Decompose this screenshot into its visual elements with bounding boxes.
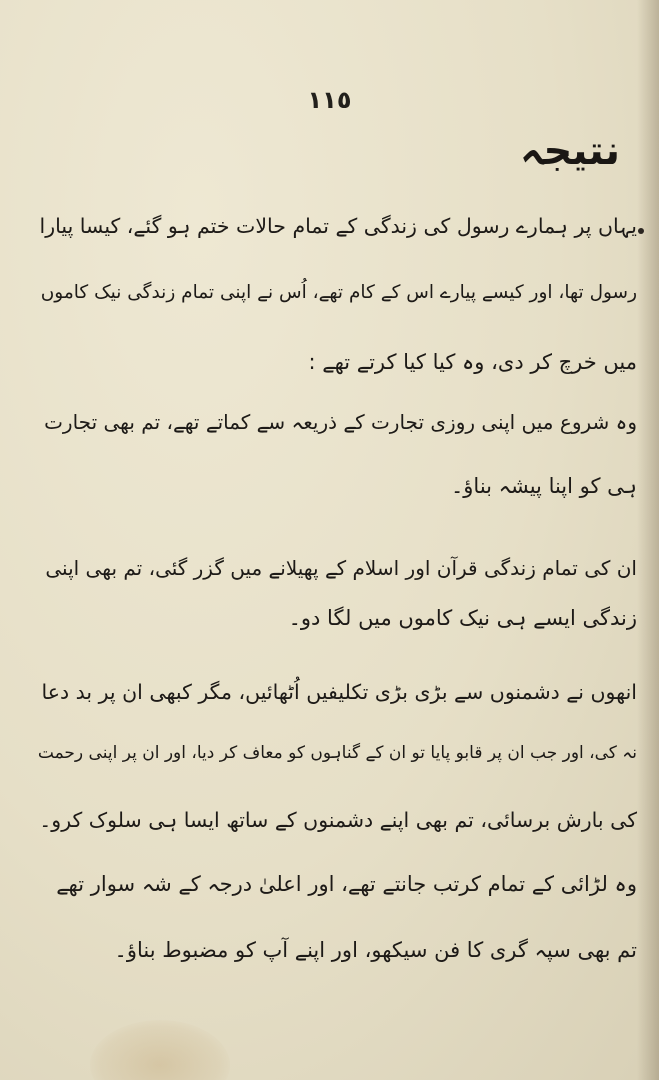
paper-stain [90,1020,230,1080]
text-line: نہ کی، اور جب ان پر قابو پایا تو ان کے گناہوں کو معاف کر دیا، اور ان پر اپنی رحمت [37,743,637,763]
text-line: انھوں نے دشمنوں سے بڑی بڑی تکلیفیں اُٹھائیں، مگر کبھی ان پر بد دعا [41,680,637,704]
text-line: ہی کو اپنا پیشہ بناؤ۔ [450,474,637,498]
text-line: یہاں پر ہمارے رسول کی زندگی کے تمام حالات ختم ہو گئے، کیسا پیارا [39,214,637,238]
text-line: کی بارش برسائی، تم بھی اپنے دشمنوں کے ساتھ ایسا ہی سلوک کرو۔ [39,808,637,832]
page-heading: نتیجہ [520,128,620,174]
text-line: زندگی ایسے ہی نیک کاموں میں لگا دو۔ [288,606,637,630]
text-line: تم بھی سپہ گری کا فن سیکھو، اور اپنے آپ کو مضبوط بناؤ۔ [114,938,637,962]
text-line: ان کی تمام زندگی قرآن اور اسلام کے پھیلانے میں گزر گئی، تم بھی اپنی [45,556,637,580]
text-line: میں خرچ کر دی، وہ کیا کیا کرتے تھے : [308,350,637,374]
text-line: وہ شروع میں اپنی روزی تجارت کے ذریعہ سے کماتے تھے، تم بھی تجارت [44,410,637,434]
margin-mark [638,228,644,234]
text-line: رسول تھا، اور کیسے پیارے اس کے کام تھے، اُس نے اپنی تمام زندگی نیک کاموں [40,282,637,303]
page-number: ١١٥ [307,86,352,114]
text-line: وہ لڑائی کے تمام کرتب جانتے تھے، اور اعلیٰ درجہ کے شہ سوار تھے [56,872,637,896]
page-spine-shadow [637,0,659,1080]
